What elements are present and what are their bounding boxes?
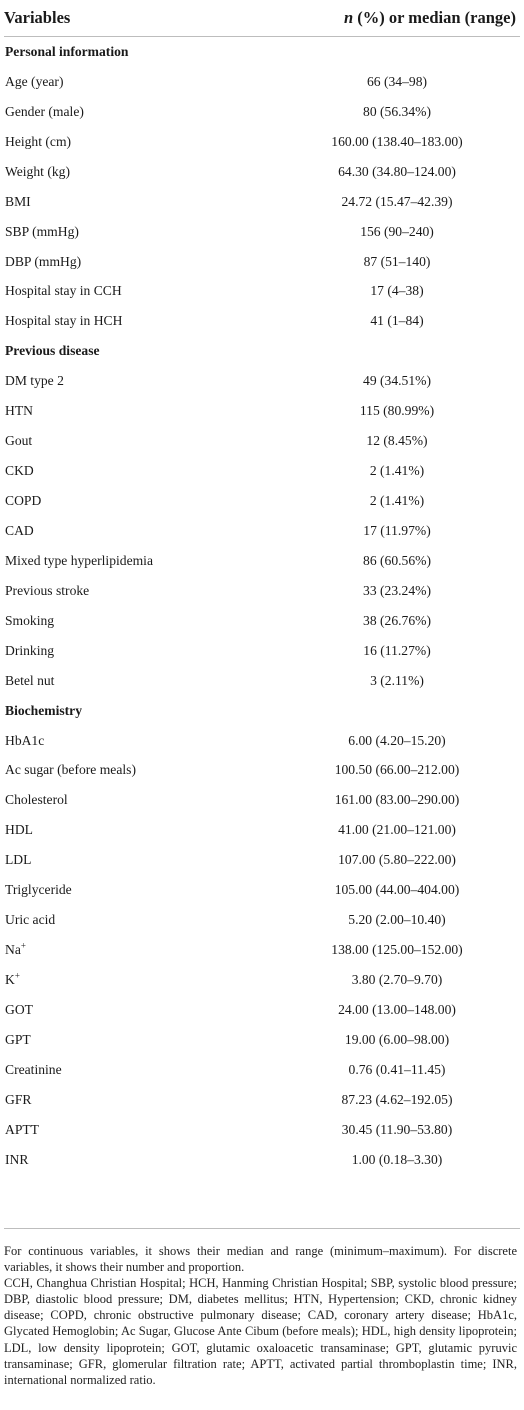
variable-value: 138.00 (125.00–152.00) bbox=[331, 942, 463, 958]
table-row bbox=[4, 995, 520, 1025]
variable-value: 3.80 (2.70–9.70) bbox=[351, 972, 443, 988]
variable-label bbox=[4, 74, 282, 90]
variable-value: 64.30 (34.80–124.00) bbox=[338, 163, 456, 179]
table-row bbox=[4, 756, 520, 786]
variable-value: 66 (34–98) bbox=[366, 73, 428, 89]
variable-value: 3 (2.11%) bbox=[370, 672, 424, 688]
footnote-abbreviations: CCH, Changhua Christian Hospital; HCH, Hanming Christian Hospital; SBP, systolic blood pressure; DBP, diastolic blood pressure; DM, diabetes mellitus; HTN, Hypertension; CKD, chronic kidney disease; COPD, chronic obstructive pulmonary disease; CAD, coronary artery disease; HbA1c, Glycated Hemoglobin; Ac Sugar, Glucose Ante Cibum (before meals); HDL, high density lipoprotein; LDL, low density lipoprotein; GOT, glutamic oxaloacetic transaminase; GPT, glutamic pyruvic transaminase; GFR, glomerular filtration rate; APTT, activated partial thromboplastin time; INR, international normalized ratio. bbox=[4, 1276, 517, 1387]
variable-label bbox=[4, 1152, 282, 1168]
table-row bbox=[4, 785, 520, 815]
table-row bbox=[4, 726, 520, 756]
variable-label bbox=[4, 164, 282, 180]
table-row bbox=[4, 666, 520, 696]
variable-value: 80 (56.34%) bbox=[363, 103, 431, 119]
variable-value: 24.72 (15.47–42.39) bbox=[341, 193, 453, 209]
variable-value: 41.00 (21.00–121.00) bbox=[338, 822, 456, 838]
variable-label-text: INR bbox=[5, 1151, 29, 1167]
variable-label bbox=[4, 972, 282, 988]
variable-label bbox=[4, 433, 282, 449]
variable-value: 115 (80.99%) bbox=[359, 403, 435, 419]
variable-value: 12 (8.45%) bbox=[366, 433, 428, 449]
variable-label bbox=[4, 1122, 282, 1138]
table-row bbox=[4, 1145, 520, 1175]
variable-label-text: Drinking bbox=[5, 642, 55, 658]
table-row bbox=[4, 815, 520, 845]
table-row bbox=[4, 486, 520, 516]
variable-label bbox=[4, 224, 282, 240]
variable-label-text: Height (cm) bbox=[5, 133, 72, 149]
table-footnotes bbox=[4, 1243, 517, 1388]
table-row bbox=[4, 306, 520, 336]
variable-value: 105.00 (44.00–404.00) bbox=[334, 882, 460, 898]
variable-value: 49 (34.51%) bbox=[363, 373, 431, 389]
table-row bbox=[4, 905, 520, 935]
variable-label bbox=[4, 822, 282, 838]
variable-label bbox=[4, 852, 282, 868]
variable-label bbox=[4, 194, 282, 210]
variable-label-text: APTT bbox=[5, 1121, 39, 1137]
characteristics-table bbox=[4, 0, 520, 1175]
table-row bbox=[4, 845, 520, 875]
table-row bbox=[4, 187, 520, 217]
variable-value: 2 (1.41%) bbox=[369, 493, 425, 509]
variable-value: 30.45 (11.90–53.80) bbox=[341, 1121, 453, 1137]
variable-value: 2 (1.41%) bbox=[369, 463, 425, 479]
table-row bbox=[4, 516, 520, 546]
variable-label-text: GPT bbox=[5, 1031, 31, 1047]
variable-value: 86 (60.56%) bbox=[363, 552, 431, 568]
table-row bbox=[4, 127, 520, 157]
variable-label bbox=[4, 733, 282, 749]
table-row bbox=[4, 636, 520, 666]
variable-label-text: K bbox=[5, 972, 15, 988]
variable-value: 87 (51–140) bbox=[363, 253, 431, 269]
variable-value: 33 (23.24%) bbox=[363, 582, 431, 598]
variable-label-text: HTN bbox=[5, 403, 33, 419]
variable-label bbox=[4, 1092, 282, 1108]
variable-label bbox=[4, 1062, 282, 1078]
section-title: Previous disease bbox=[5, 343, 100, 359]
variable-label bbox=[4, 104, 282, 120]
variable-label bbox=[4, 373, 282, 389]
table-body bbox=[4, 37, 520, 1175]
variable-label bbox=[4, 134, 282, 150]
variable-label-superscript: + bbox=[14, 970, 20, 981]
table-row bbox=[4, 217, 520, 247]
variable-label bbox=[4, 283, 282, 299]
variable-value: 19.00 (6.00–98.00) bbox=[344, 1031, 450, 1047]
variable-label bbox=[4, 463, 282, 479]
section-title: Personal information bbox=[5, 43, 129, 59]
variable-label-text: COPD bbox=[5, 493, 42, 509]
table-row bbox=[4, 875, 520, 905]
table-row bbox=[4, 1055, 520, 1085]
variable-value: 38 (26.76%) bbox=[363, 612, 431, 628]
variable-label-text: Betel nut bbox=[5, 672, 55, 688]
variable-value: 16 (11.27%) bbox=[363, 642, 431, 658]
variable-label-text: DBP (mmHg) bbox=[5, 253, 82, 269]
variable-label-text: CKD bbox=[5, 463, 34, 479]
table-row bbox=[4, 67, 520, 97]
table-row bbox=[4, 456, 520, 486]
table-row bbox=[4, 1115, 520, 1145]
variable-label-text: BMI bbox=[5, 193, 31, 209]
variable-value: 24.00 (13.00–148.00) bbox=[338, 1001, 456, 1017]
variable-label bbox=[4, 403, 282, 419]
table-row bbox=[4, 277, 520, 307]
variable-label-text: Mixed type hyperlipidemia bbox=[5, 552, 153, 568]
variable-label bbox=[4, 1002, 282, 1018]
variable-label bbox=[4, 762, 282, 778]
table-row bbox=[4, 576, 520, 606]
variable-label-text: Age (year) bbox=[5, 73, 64, 89]
variable-value: 1.00 (0.18–3.30) bbox=[351, 1151, 443, 1167]
variable-label bbox=[4, 792, 282, 808]
table-row bbox=[4, 965, 520, 995]
variable-label-text: Previous stroke bbox=[5, 582, 90, 598]
table-row bbox=[4, 426, 520, 456]
variable-value: 160.00 (138.40–183.00) bbox=[331, 133, 463, 149]
variable-label-text: HDL bbox=[5, 822, 33, 838]
header-variables: Variables bbox=[4, 8, 71, 27]
variable-label bbox=[4, 942, 282, 958]
variable-label bbox=[4, 912, 282, 928]
variable-label-text: LDL bbox=[5, 852, 32, 868]
variable-label bbox=[4, 583, 282, 599]
variable-value: 0.76 (0.41–11.45) bbox=[348, 1061, 446, 1077]
table-row bbox=[4, 1025, 520, 1055]
variable-label bbox=[4, 523, 282, 539]
header-n: n bbox=[343, 8, 354, 27]
table-row bbox=[4, 366, 520, 396]
variable-label-text: Smoking bbox=[5, 612, 55, 628]
variable-label-text: GFR bbox=[5, 1091, 32, 1107]
variable-label-text: Hospital stay in HCH bbox=[5, 313, 123, 329]
table-header bbox=[4, 0, 520, 37]
variable-label bbox=[4, 313, 282, 329]
variable-label bbox=[4, 882, 282, 898]
table-row bbox=[4, 606, 520, 636]
variable-value: 17 (11.97%) bbox=[363, 522, 431, 538]
table-row bbox=[4, 247, 520, 277]
variable-value: 6.00 (4.20–15.20) bbox=[348, 732, 446, 748]
section-title: Biochemistry bbox=[5, 702, 83, 718]
variable-label-text: Hospital stay in CCH bbox=[5, 283, 122, 299]
variable-label-text: DM type 2 bbox=[5, 373, 64, 389]
variable-label-text: Gout bbox=[5, 433, 33, 449]
table-row bbox=[4, 157, 520, 187]
variable-value: 156 (90–240) bbox=[360, 223, 434, 239]
variable-label-text: CAD bbox=[5, 522, 34, 538]
table-row bbox=[4, 546, 520, 576]
variable-label-text: Cholesterol bbox=[5, 792, 68, 808]
variable-label-text: HbA1c bbox=[5, 732, 45, 748]
table-row bbox=[4, 396, 520, 426]
variable-value: 161.00 (83.00–290.00) bbox=[334, 792, 460, 808]
section-row bbox=[4, 336, 520, 366]
variable-label bbox=[4, 613, 282, 629]
variable-label bbox=[4, 673, 282, 689]
table-row bbox=[4, 935, 520, 965]
variable-label bbox=[4, 643, 282, 659]
variable-label-text: Weight (kg) bbox=[5, 163, 70, 179]
variable-value: 107.00 (5.80–222.00) bbox=[338, 852, 456, 868]
variable-label-text: Gender (male) bbox=[5, 103, 84, 119]
variable-value: 5.20 (2.00–10.40) bbox=[348, 912, 446, 928]
variable-value: 100.50 (66.00–212.00) bbox=[334, 762, 460, 778]
section-row bbox=[4, 37, 520, 67]
variable-label-text: Ac sugar (before meals) bbox=[5, 762, 136, 778]
variable-label-superscript: + bbox=[20, 940, 26, 951]
variable-label-text: Uric acid bbox=[5, 912, 56, 928]
variable-label bbox=[4, 553, 282, 569]
table-row bbox=[4, 1085, 520, 1115]
variable-value: 17 (4–38) bbox=[370, 283, 424, 299]
variable-value: 41 (1–84) bbox=[370, 313, 424, 329]
header-value-rest: (%) or median (range) bbox=[353, 8, 516, 27]
variable-label-text: SBP (mmHg) bbox=[5, 223, 79, 239]
section-row bbox=[4, 696, 520, 726]
variable-label-text: Creatinine bbox=[5, 1061, 62, 1077]
variable-label bbox=[4, 493, 282, 509]
table-bottom-rule bbox=[4, 1228, 520, 1229]
variable-value: 87.23 (4.62–192.05) bbox=[341, 1091, 453, 1107]
table-row bbox=[4, 97, 520, 127]
variable-label bbox=[4, 1032, 282, 1048]
variable-label-text: Triglyceride bbox=[5, 882, 72, 898]
variable-label-text: Na bbox=[5, 942, 21, 958]
header-value bbox=[266, 8, 520, 28]
variable-label-text: GOT bbox=[5, 1001, 33, 1017]
footnote-definition: For continuous variables, it shows their median and range (minimum–maximum). For discrete variables, it shows their number and proportion. bbox=[4, 1244, 517, 1275]
variable-label bbox=[4, 254, 282, 270]
